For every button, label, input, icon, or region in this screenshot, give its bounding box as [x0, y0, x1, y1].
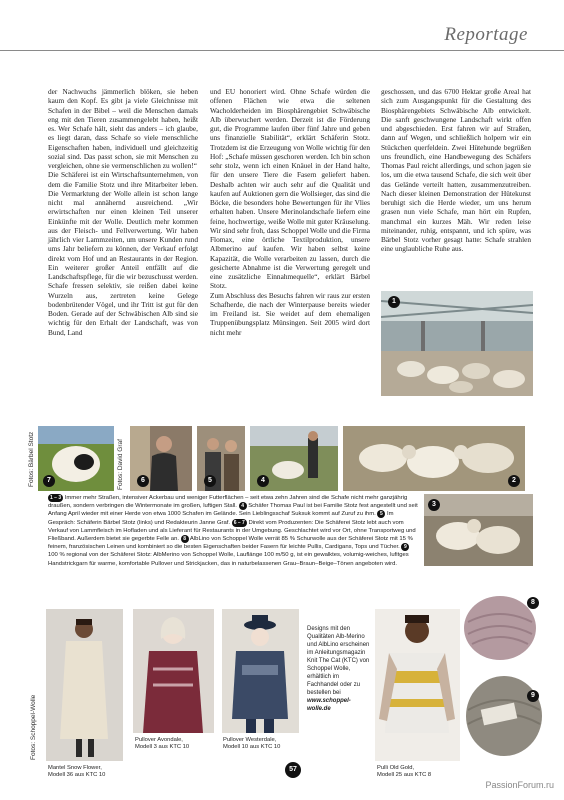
- caption-3: Im Gespräch: Schäferin Bärbel Stotz (links) und Redakteurin Janne Graf.: [48, 511, 394, 526]
- photo-number-8: 8: [527, 597, 539, 609]
- caption-avondale: Pullover Avondale, Modell 3 aus KTC 10: [135, 737, 190, 751]
- caption-1: Immer mehr Straßen, intensiver Ackerbau und weniger Futterflächen – seit etwa zehn Jahren sind die Schafe nicht mehr ganzjährig draußen, sondern verbringen die Wintermonate im großen, luftigen Stall.: [48, 495, 408, 510]
- caption-2: Schäfer Thomas Paul ist bei Familie Stotz fest angestellt und seit Anfang April wieder mit einer Herde von etwa 1000 Schafen im Gelände. Sein Lieblingsschaf Suksuk kommt auf Zuruf zu ihm.: [48, 503, 418, 518]
- photo-pullover-avondale: [133, 609, 214, 733]
- caption-marker: 5: [377, 510, 385, 518]
- caption-marker: 9: [401, 543, 409, 551]
- photo-sheep-group: [343, 426, 525, 491]
- photo-number-9: 9: [527, 690, 539, 702]
- text-column-2: und EU honoriert wird. Ohne Schafe würden die offenen Flächen wie etwa die seltenen Wacholderheiden im Biosphärengebiet Schwäbische Alb überwuchert werden. Derzeit ist die Förderung gut, die Programme laufen über fünf Jahre und geben uns finanzielle Stabilität“, erklärt Schäferin Stotz. Trotzdem ist die Erzeugung von Wolle wichtig für den Hof: „Schafe müssen geschoren werden. Ich bin schon sehr stolz, wenn ich einen Knäuel in der Hand halte, für den unsere Tiere die Fasern geliefert haben. Deshalb achten wir auch sehr auf die Qualität und kaufen auf Auktionen gern die Wollsieger, das sind die Böcke, die besonders hohe Bewertungen für ihr Vlies erhalten haben. Unsere Merinolandschafe liefern eine feine, hochwertige, weiße Wolle mit guter Kräuselung. Wir sind sehr froh, dass Schoppel Wolle und die Firma Flomax, eine örtliche Textilproduktion, unsere Albmerino auf kaufen. Wir haben selbst keine Kapazität, die Wolle verarbeiten zu lassen, durch die gesicherte Abnahme ist die Verwertung geregelt und eine zusätzliche Einnahmequelle“, erklärt Bärbel Stotz. Zum Abschluss des Besuchs fahren wir raus zur ersten Schafherde, die nach der Winterpause bereits wieder im Freiland ist. Sie weidet auf dem ehemaligen Truppenübungsplatz Münsingen. Seit 2005 wird dort nicht mehr: [210, 87, 370, 337]
- promo-body: Designs mit den Qualitäten Alb-Merino und AlbLino erscheinen im Anleitungsmagazin Knit The Cat (KTC) von Schoppel Wolle, erhältlich im Fachhandel oder zu bestellen bei: [307, 626, 370, 696]
- credit-stotz: Fotos: Bärbel Stotz: [28, 431, 35, 487]
- photo-pulli-old-gold: [375, 609, 460, 761]
- header-rule: [0, 50, 564, 51]
- photo-number-2: 2: [508, 475, 520, 487]
- credit-schoppel: Fotos: Schoppel-Wolle: [30, 694, 37, 760]
- caption-4: Direkt vom Produzenten: Die Schäferei Stotz lebt auch vom Verkauf von Lammfleisch im Hofladen und als Lieferant für Restaurants in der Umgebung. Geschlachtet wird vor Ort, ohne Transportweg und Fließband. Außerdem bietet sie gegerbte Felle an.: [48, 519, 416, 543]
- page-header: [0, 0, 564, 52]
- caption-marker: 4: [239, 502, 247, 510]
- watermark: PassionForum.ru: [485, 780, 554, 790]
- photo-number-1: 1: [388, 296, 400, 308]
- text-column-1: der Nachwuchs jämmerlich blöken, sie heben kaum den Kopf. Es gibt ja viele Gleichnisse mit Schafen in der Bibel – weil die Menschen damals eng mit den Tieren zusammengelebt haben, heißt es. Wer Schafe hält, sieht das anders – ich glaube, es liegt daran, dass Schafe so viele menschliche Eigenschaften haben, individuell und gleichzeitig sozial sind. Das passt schon, sie mit Menschen zu vergleichen, ohne sie vermenschlichen zu wollen!“ Die Schäferei ist ein Wirtschaftsunternehmen, von dem die Familie Stotz und ihre Mitarbeiter leben. Die Vermarktung der Wolle allein ist schon lange nicht mal annähernd ausreichend. „Wir erwirtschaften nur einen kleinen Teil unserer Einkünfte mit der Wolle. Deutlich mehr kommen aus der Fleisch- und Fellverwertung. Wir haben jährlich vier Lammzeiten, um unsere Kunden rund ums Jahr beliefern zu können, der Verkauf erfolgt direkt vom Hof und an Restaurants in der Region. Ein weiterer großer Anteil entfällt auf die Landschaftspflege, für die wir bezuschusst werden. Schafe fressen selektiv, sie reißen dabei keine Wurzeln aus, zertreten keine Gelege bodenbrütender Vögel, und ihr Tritt ist gut für den Boden. Gerade auf der Schwäbischen Alb sind sie wichtig für den Erhalt der Landschaft, was von Bund, Land: [48, 87, 198, 337]
- photo-number-3: 3: [428, 499, 440, 511]
- caption-marker: 6 – 7: [233, 519, 245, 526]
- caption-marker: 8: [181, 535, 189, 543]
- caption-6: 100 % regional von der Schäferei Stotz: AlbMerino von Schoppel Wolle, Lauflänge 100 m/50 g, ist ein gewalktes, volumig-weiches, lufitges Handstrickgarn für warme, komfortable Pullover und Strickjacken, das in naturbelassenen Grau–Braun–Beige–Tönen angeboten wird.: [48, 552, 409, 567]
- photo-number-7: 7: [43, 475, 55, 487]
- photo-captions: [48, 494, 418, 568]
- photo-yarn-albmerino: [462, 670, 542, 762]
- photo-mantel-snow-flower: [46, 609, 123, 761]
- photo-sheep-pen: [424, 494, 533, 566]
- photo-sheep-barn: [381, 291, 533, 396]
- caption-marker: 1 – 3: [50, 495, 62, 501]
- page-number: 57: [285, 762, 301, 778]
- caption-pulli: Pulli Old Gold, Modell 25 aus KTC 8: [377, 765, 432, 779]
- caption-mantel: Mantel Snow Flower, Modell 36 aus KTC 10: [48, 765, 106, 779]
- credit-graf: Fotos: David Graf: [117, 439, 124, 490]
- photo-number-5: 5: [204, 475, 216, 487]
- section-title: Reportage: [444, 24, 528, 45]
- text-column-3: geschossen, und das 6700 Hektar große Areal hat sich zum Ausgangspunkt für die Gestaltung des Biosphärengebiets Schwäbische Alb entwickelt. Die sanft geschwungene Landschaft wirkt offen und abgeschieden. Erst fahren wir auf Straßen, dann auf Wegen, und schließlich holpern wir ein Stückchen querfeldein. Zwei Hütehunde begrüßen uns freundlich, eine Handbewegung des Schäfers Thomas Paul reicht allerdings, und schon jagen sie los, um die etwa tausend Schafe, die sich weit über das Gelände verteilt hatten, zusammenzutreiben. Nach dieser kleinen Demonstration der Hütekunst beruhigt sich die Herde wieder, um uns herum grasen nun viele Schafe, man hört ein Rupfen, manchmal ein kurzes Mäh. Wir reden leise miteinander, ruhig, entspannt, und ich spüre, was Bärbel Stotz vorher gesagt hatte: Schafe strahlen eine unglaubliche Ruhe aus.: [381, 87, 531, 254]
- promo-link[interactable]: www.schoppel-wolle.de: [307, 698, 351, 712]
- photo-pullover-westerdale: [222, 609, 299, 733]
- photo-number-4: 4: [257, 475, 269, 487]
- photo-number-6: 6: [137, 475, 149, 487]
- caption-5: AlbLino von Schoppel Wolle verrät 85 % Schurwolle aus der Schäferei Stotz mit 15 % feinem, französischen Leinen und kombiniert so die besten Eigenschaften beider Fasern für leichte Pullis, Cardigans, Tops und Tücher.: [48, 536, 413, 551]
- caption-westerdale: Pullover Westerdale, Modell 10 aus KTC 10: [223, 737, 281, 751]
- promo-text: [307, 625, 371, 713]
